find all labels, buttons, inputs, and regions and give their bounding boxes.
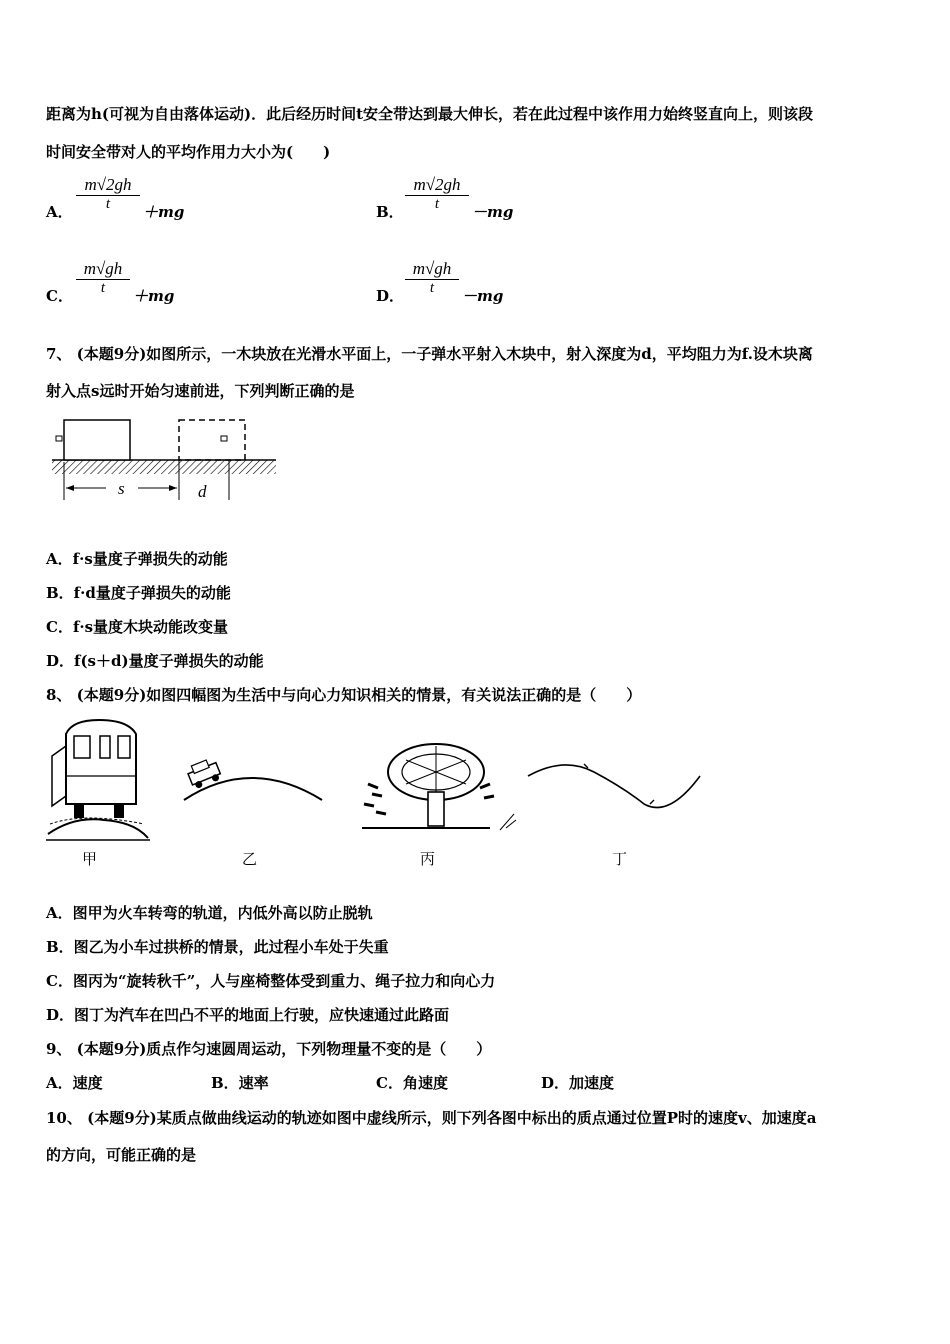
q6-option-a-fraction [76, 175, 140, 213]
block-final-dashed [179, 420, 245, 460]
q6-option-b-suffix: －mg [472, 203, 514, 221]
q8-option-b: B．图乙为小车过拱桥的情景，此过程小车处于失重 [46, 938, 389, 956]
q7-block-bullet-figure [46, 412, 286, 512]
q6-text-line1: 距离为h(可视为自由落体运动)．此后经历时间t安全带达到最大伸长，若在此过程中该作用力始终竖直向上，则该段 [46, 105, 814, 123]
q8-caption-yi: 乙 [242, 850, 258, 868]
fraction-numerator: m√2gh [76, 175, 140, 196]
q9-option-b: B．速率 [211, 1074, 269, 1092]
q6-option-b-fraction [405, 175, 469, 213]
q6-option-a-suffix: ＋mg [143, 203, 185, 221]
q8-option-c: C．图丙为“旋转秋千”，人与座椅整体受到重力、绳子拉力和向心力 [46, 972, 496, 990]
q8-caption-ding: 丁 [612, 850, 628, 868]
q6-option-c-fraction [76, 259, 130, 297]
fraction-denominator: t [105, 196, 111, 212]
q9-text-line1: 9、 (本题9分)质点作匀速圆周运动，下列物理量不变的是（ ） [46, 1040, 492, 1058]
fraction-numerator: m√gh [76, 259, 130, 280]
q8-figure-ding-wavy-road [524, 756, 706, 816]
q7-text-line1: 7、 (本题9分)如图所示，一木块放在光滑水平面上，一子弹水平射入木块中，射入深度为d，平均阻力为f.设木块离 [46, 345, 813, 363]
d-label: d [198, 482, 207, 501]
q8-option-a: A．图甲为火车转弯的轨道，内低外高以防止脱轨 [46, 904, 373, 922]
q8-caption-jia: 甲 [82, 850, 98, 868]
q7-option-a: A．f·s量度子弹损失的动能 [46, 550, 228, 568]
fraction-denominator: t [429, 280, 435, 296]
ground-hatch [52, 460, 276, 474]
q6-option-c-label: C． [46, 287, 73, 305]
q6-option-d-label: D． [376, 287, 405, 305]
s-arrow-left-head [66, 485, 74, 491]
q6-option-d-suffix: －mg [462, 287, 504, 305]
q6-text-line2: 时间安全带对人的平均作用力大小为( ) [46, 143, 331, 161]
q9-option-d: D．加速度 [541, 1074, 615, 1092]
q8-figure-jia-train [44, 716, 154, 844]
q8-option-d: D．图丁为汽车在凹凸不平的地面上行驶，应快速通过此路面 [46, 1006, 450, 1024]
bullet-embedded [221, 436, 227, 441]
bullet-initial [56, 436, 62, 441]
q6-option-c-suffix: ＋mg [133, 287, 175, 305]
q7-option-b: B．f·d量度子弹损失的动能 [46, 584, 231, 602]
block-initial [64, 420, 130, 460]
q7-text-line2: 射入点s远时开始匀速前进，下列判断正确的是 [46, 382, 355, 400]
q7-option-c: C．f·s量度木块动能改变量 [46, 618, 229, 636]
q6-option-d-fraction [405, 259, 459, 297]
q10-text-line1: 10、 (本题9分)某质点做曲线运动的轨迹如图中虚线所示，则下列各图中标出的质点通过位置P时的速度v、加速度a [46, 1109, 817, 1127]
q8-text-line1: 8、 (本题9分)如图四幅图为生活中与向心力知识相关的情景，有关说法正确的是（ ） [46, 686, 642, 704]
fraction-denominator: t [434, 196, 440, 212]
q8-figure-yi-arch-bridge [176, 752, 326, 812]
q8-caption-bing: 丙 [420, 850, 436, 868]
q10-text-line2: 的方向，可能正确的是 [46, 1146, 197, 1164]
q7-option-d: D．f(s＋d)量度子弹损失的动能 [46, 652, 264, 670]
q9-option-c: C．角速度 [376, 1074, 448, 1092]
s-label: s [118, 479, 125, 498]
fraction-numerator: m√gh [405, 259, 459, 280]
q6-option-a-label: A． [46, 203, 73, 221]
fraction-denominator: t [100, 280, 106, 296]
q9-option-a: A．速度 [46, 1074, 103, 1092]
q8-figure-bing-rotating-swing [360, 736, 520, 836]
fraction-numerator: m√2gh [405, 175, 469, 196]
s-arrow-right-head [169, 485, 177, 491]
q6-option-b-label: B． [376, 203, 404, 221]
